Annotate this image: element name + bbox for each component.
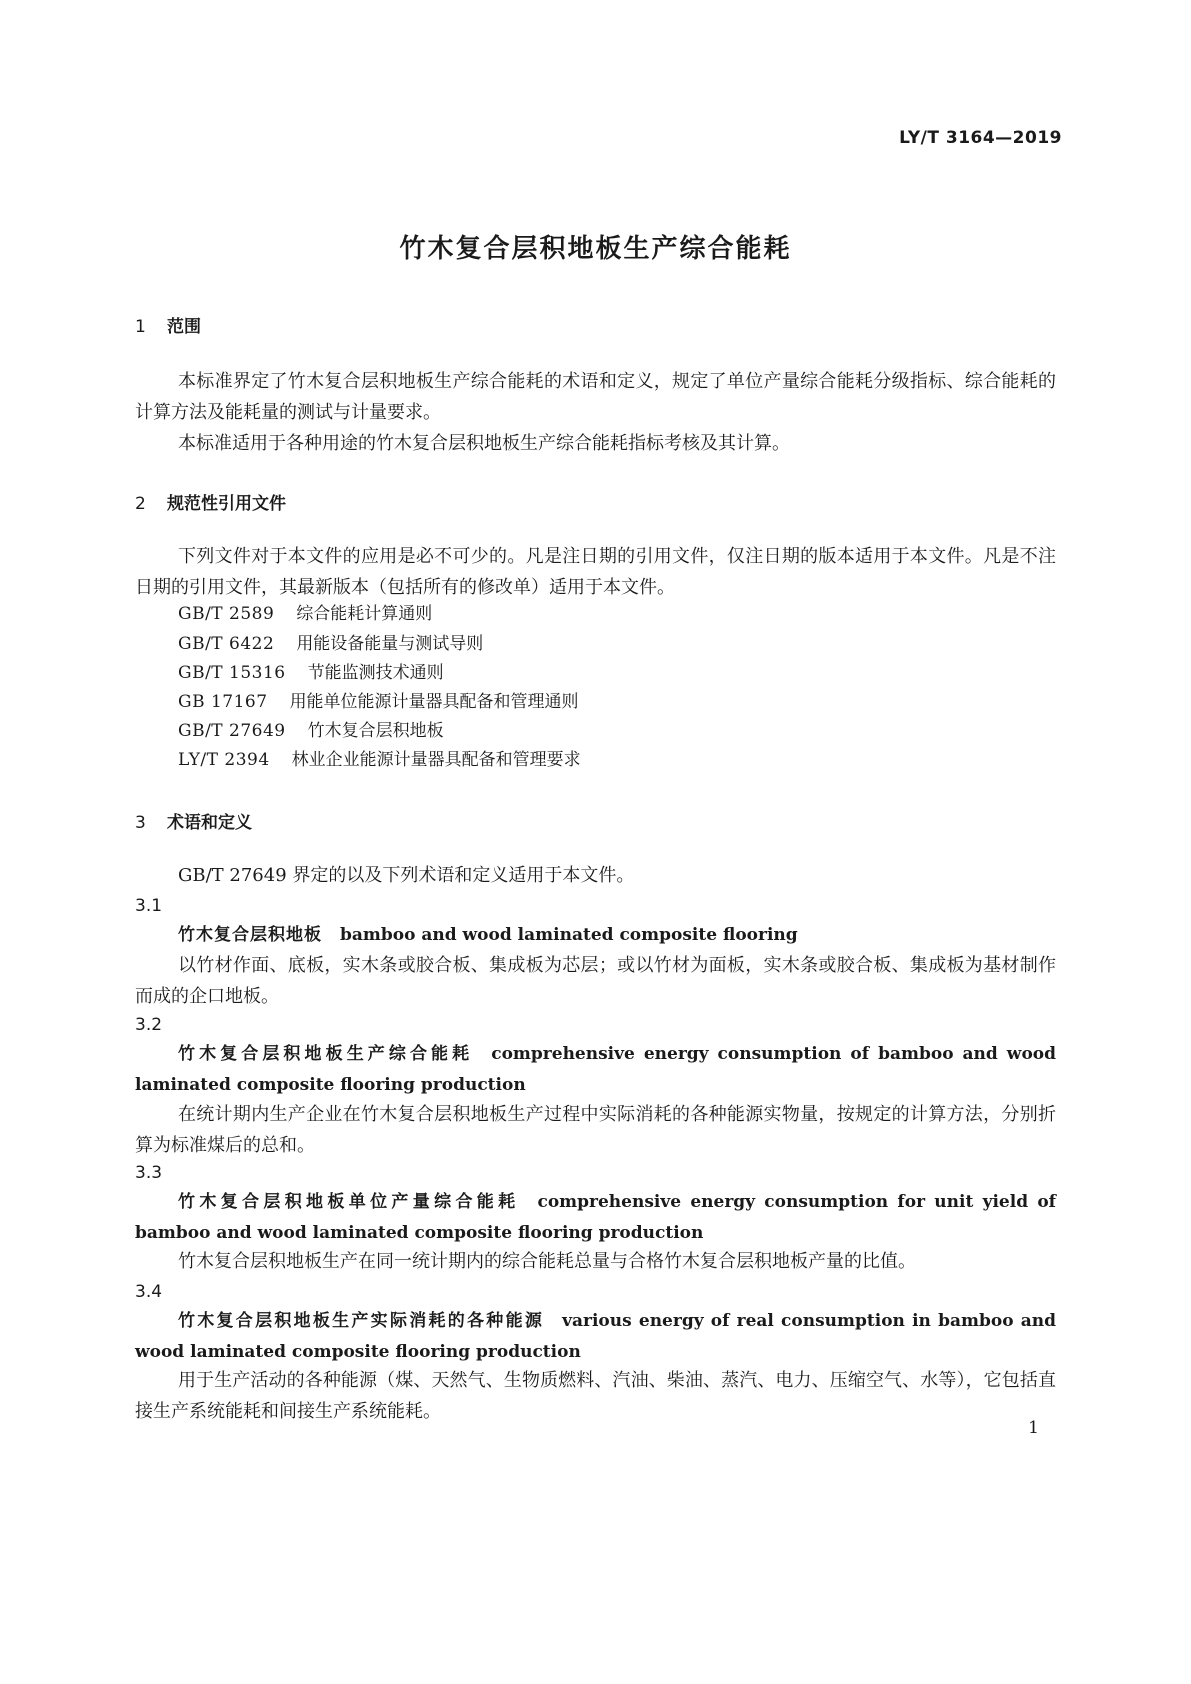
reference-title: 用能设备能量与测试导则 — [296, 634, 484, 654]
reference-code: GB 17167 — [178, 692, 268, 712]
reference-title: 用能单位能源计量器具配备和管理通则 — [289, 692, 579, 712]
section-1-heading — [135, 312, 201, 337]
term-chinese: 竹木复合层积地板单位产量综合能耗 — [178, 1192, 520, 1212]
clause-number: 3.3 — [135, 1163, 163, 1183]
section-number: 3 — [135, 813, 146, 833]
term-definition: 以竹材作面、底板，实木条或胶合板、集成板为芯层；或以竹材为面板，实木条或胶合板、集成板为基材制作而成的企口地板。 — [135, 955, 1056, 1007]
reference-item — [178, 745, 581, 776]
standard-number: LY/T 3164—2019 — [899, 128, 1062, 148]
reference-item — [178, 716, 444, 747]
clause-number: 3.4 — [135, 1282, 163, 1302]
term-heading — [135, 920, 1056, 951]
section-2-heading — [135, 489, 286, 514]
section-number: 1 — [135, 317, 146, 337]
section-title: 术语和定义 — [167, 813, 252, 833]
term-definition: 竹木复合层积地板生产在同一统计期内的综合能耗总量与合格竹木复合层积地板产量的比值。 — [178, 1251, 916, 1272]
reference-item — [178, 687, 579, 718]
term-heading — [135, 1039, 1056, 1101]
reference-code: GB/T 2589 — [178, 604, 275, 624]
reference-title: 林业企业能源计量器具配备和管理要求 — [291, 750, 581, 770]
term-definition: 在统计期内生产企业在竹木复合层积地板生产过程中实际消耗的各种能源实物量，按规定的计算方法，分别折算为标准煤后的总和。 — [135, 1104, 1056, 1156]
reference-code: LY/T 2394 — [178, 750, 270, 770]
reference-title: 竹木复合层积地板 — [307, 721, 444, 741]
reference-title: 综合能耗计算通则 — [296, 604, 433, 624]
section-number: 2 — [135, 494, 146, 514]
reference-code: GB/T 15316 — [178, 663, 286, 683]
section-3-heading — [135, 808, 252, 833]
reference-item — [178, 599, 432, 630]
term-heading — [135, 1306, 1056, 1368]
section-title: 规范性引用文件 — [167, 494, 286, 514]
reference-item — [178, 629, 483, 660]
clause-number: 3.1 — [135, 896, 163, 916]
section-2-paragraph: 下列文件对于本文件的应用是必不可少的。凡是注日期的引用文件，仅注日期的版本适用于本文件。凡是不注日期的引用文件，其最新版本（包括所有的修改单）适用于本文件。 — [135, 546, 1056, 598]
section-1-paragraph-2: 本标准适用于各种用途的竹木复合层积地板生产综合能耗指标考核及其计算。 — [178, 433, 790, 454]
section-3-intro: GB/T 27649 界定的以及下列术语和定义适用于本文件。 — [178, 865, 635, 886]
reference-title: 节能监测技术通则 — [307, 663, 444, 683]
term-english: comprehensive energy consumption for unit yield of bamboo and wood laminated composite flooring production — [135, 1192, 1056, 1243]
reference-code: GB/T 27649 — [178, 721, 286, 741]
term-english: various energy of real consumption in bamboo and wood laminated composite flooring production — [135, 1311, 1057, 1362]
clause-number: 3.2 — [135, 1015, 163, 1035]
term-definition: 用于生产活动的各种能源（煤、天然气、生物质燃料、汽油、柴油、蒸汽、电力、压缩空气、水等），它包括直接生产系统能耗和间接生产系统能耗。 — [135, 1370, 1056, 1422]
reference-item — [178, 658, 444, 689]
reference-code: GB/T 6422 — [178, 634, 275, 654]
page-number: 1 — [1028, 1418, 1039, 1438]
section-title: 范围 — [167, 317, 201, 337]
term-english: bamboo and wood laminated composite flooring — [340, 925, 798, 945]
term-chinese: 竹木复合层积地板生产实际消耗的各种能源 — [178, 1311, 545, 1331]
term-chinese: 竹木复合层积地板生产综合能耗 — [178, 1044, 474, 1064]
term-heading — [135, 1187, 1056, 1249]
term-english: comprehensive energy consumption of bamboo and wood laminated composite flooring production — [135, 1044, 1057, 1095]
section-1-paragraph-1: 本标准界定了竹木复合层积地板生产综合能耗的术语和定义，规定了单位产量综合能耗分级指标、综合能耗的计算方法及能耗量的测试与计量要求。 — [135, 371, 1056, 423]
term-chinese: 竹木复合层积地板 — [178, 925, 322, 945]
document-title: 竹木复合层积地板生产综合能耗 — [399, 234, 792, 264]
